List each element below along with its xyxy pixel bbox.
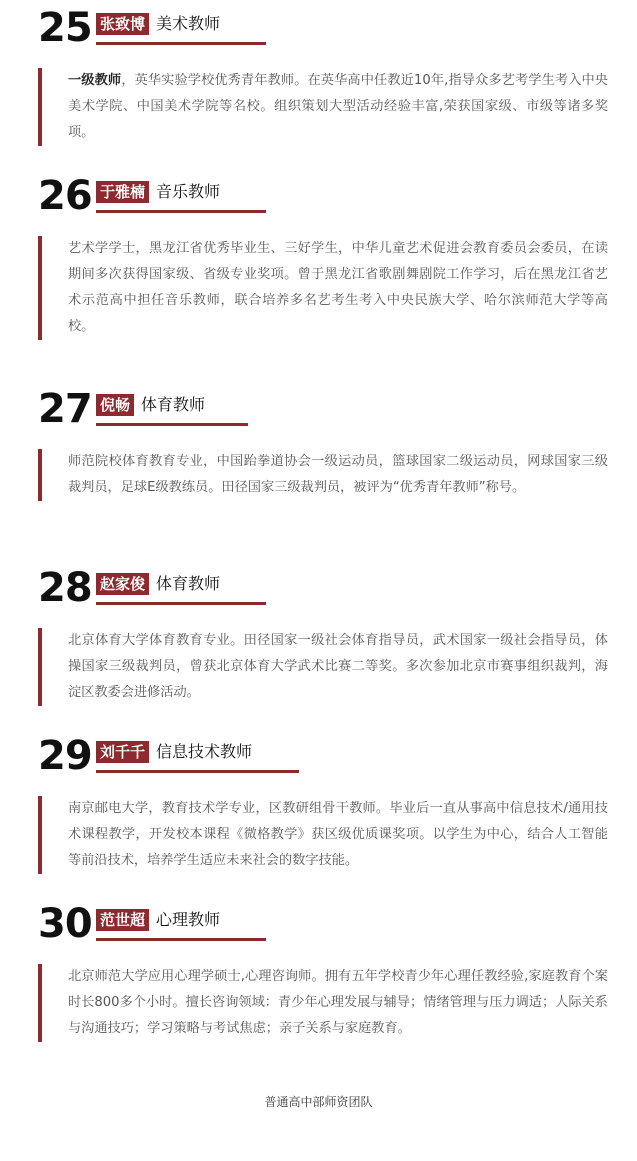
header-underline — [96, 423, 248, 426]
teacher-bio — [38, 796, 608, 874]
teacher-bio — [38, 68, 608, 146]
bio-body: ，英华实验学校优秀青年教师。在英华高中任教近10年,指导众多艺考学生考入中央美术学院、中国美术学院等名校。组织策划大型活动经验丰富,荣获国家级、市级等诸多奖项。 — [68, 73, 608, 140]
name-line — [96, 573, 220, 595]
bio-lead: 一级教师 — [68, 73, 122, 88]
teacher-number: 26 — [38, 173, 92, 219]
header-underline — [96, 602, 266, 605]
teacher-role: 美术教师 — [156, 14, 221, 33]
bio-text — [68, 68, 608, 146]
teacher-number: 25 — [38, 5, 92, 51]
bio-body: 北京师范大学应用心理学硕士,心理咨询师。拥有五年学校青少年心理任教经验,家庭教育个案时长800多个小时。擅长咨询领域：青少年心理发展与辅导；情绪管理与压力调适；人际关系与沟通技巧；学习策略与考试焦虑；亲子关系与家庭教育。 — [68, 969, 608, 1036]
header-underline — [96, 210, 266, 213]
teacher-name-badge: 于雅楠 — [96, 181, 149, 203]
teacher-name-badge: 范世超 — [96, 909, 149, 931]
header-underline — [96, 938, 266, 941]
teacher-number: 29 — [38, 733, 92, 779]
footer-caption: 普通高中部师资团队 — [264, 1095, 373, 1109]
name-line — [96, 394, 205, 416]
teacher-role: 信息技术教师 — [156, 742, 253, 761]
name-line — [96, 181, 220, 203]
bio-body: 北京体育大学体育教育专业。田径国家一级社会体育指导员，武术国家一级社会指导员，体操国家三级裁判员，曾获北京体育大学武术比赛二等奖。多次参加北京市赛事组织裁判，海淀区教委会进修活动。 — [68, 633, 608, 700]
teacher-number: 30 — [38, 901, 92, 947]
teacher-name-badge: 张致博 — [96, 13, 149, 35]
name-line — [96, 13, 220, 35]
bio-body: 师范院校体育教育专业，中国跆拳道协会一级运动员，篮球国家二级运动员，网球国家三级裁判员，足球E级教练员。田径国家三级裁判员，被评为“优秀青年教师”称号。 — [68, 454, 608, 495]
teacher-role: 体育教师 — [156, 574, 221, 593]
teacher-number: 28 — [38, 565, 92, 611]
teacher-number: 27 — [38, 386, 92, 432]
bio-text — [68, 796, 608, 874]
teacher-role: 音乐教师 — [156, 182, 221, 201]
teacher-bio — [38, 628, 608, 706]
bio-text — [68, 628, 608, 706]
bio-body: 艺术学学士，黑龙江省优秀毕业生、三好学生，中华儿童艺术促进会教育委员会委员，在读期间多次获得国家级、省级专业奖项。曾于黑龙江省歌剧舞剧院工作学习，后在黑龙江省艺术示范高中担任音乐教师，联合培养多名艺考生考入中央民族大学、哈尔滨师范大学等高校。 — [68, 241, 608, 334]
name-line — [96, 909, 220, 931]
teacher-bio — [38, 236, 608, 340]
bio-text — [68, 964, 608, 1042]
header-underline — [96, 770, 299, 773]
teacher-name-badge: 刘千千 — [96, 741, 149, 763]
bio-text — [68, 449, 608, 501]
name-line — [96, 741, 252, 763]
teacher-bio — [38, 449, 608, 501]
teacher-bio — [38, 964, 608, 1042]
bio-body: 南京邮电大学，教育技术学专业，区教研组骨干教师。毕业后一直从事高中信息技术/通用技术课程教学，开发校本课程《微格教学》获区级优质课奖项。以学生为中心，结合人工智能等前沿技术，培养学生适应未来社会的数字技能。 — [68, 801, 608, 868]
bio-text — [68, 236, 608, 340]
teacher-role: 心理教师 — [156, 910, 221, 929]
teacher-name-badge: 赵家俊 — [96, 573, 149, 595]
teacher-role: 体育教师 — [141, 395, 206, 414]
teacher-name-badge: 倪畅 — [96, 394, 134, 416]
header-underline — [96, 42, 266, 45]
